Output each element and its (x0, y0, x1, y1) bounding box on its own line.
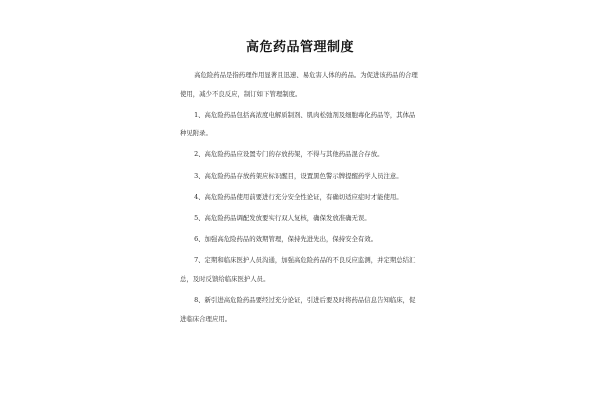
rule-paragraph-7: 7、定期和临床医护人员沟通，加强高危险药品的不良反应监测，并定期总结汇总，及时反馈给临床医护人员。 (180, 256, 416, 283)
document-title: 高危药品管理制度 (245, 40, 354, 55)
rule-paragraph-2: 2、高危险药品应设置专门的存放药架，不得与其他药品混合存放。 (194, 150, 384, 159)
rule-paragraph-1: 1、高危险药品包括高浓度电解质制剂、肌肉松弛剂及细胞毒化药品等，其体品种见附录。 (180, 110, 416, 138)
rule-paragraph-3: 3、高危险药品存放药架应标识醒目，设置黑色警示牌提醒药学人员注意。 (194, 171, 403, 180)
intro-paragraph: 高危险药品是指药理作用显著且迅速、易危害人体的药品。为促进该药品的合理使用，减少不良反应，制订如下管理制度。 (180, 71, 418, 98)
rule-paragraph-8: 8、新引进高危险药品要经过充分论证，引进后要及时将药品信息告知临床，促进临床合理应用。 (180, 296, 416, 323)
rule-paragraph-5: 5、高危险药品调配发放要实行双人复核，确保发放准确无误。 (194, 213, 371, 222)
document-body (180, 66, 420, 331)
rule-paragraph-6: 6、加强高危险药品的效期管理，保持先进先出，保持安全有效。 (194, 235, 378, 244)
rule-paragraph-4: 4、高危险药品使用前要进行充分安全性论证，有确切适应症时才能使用。 (194, 192, 403, 201)
